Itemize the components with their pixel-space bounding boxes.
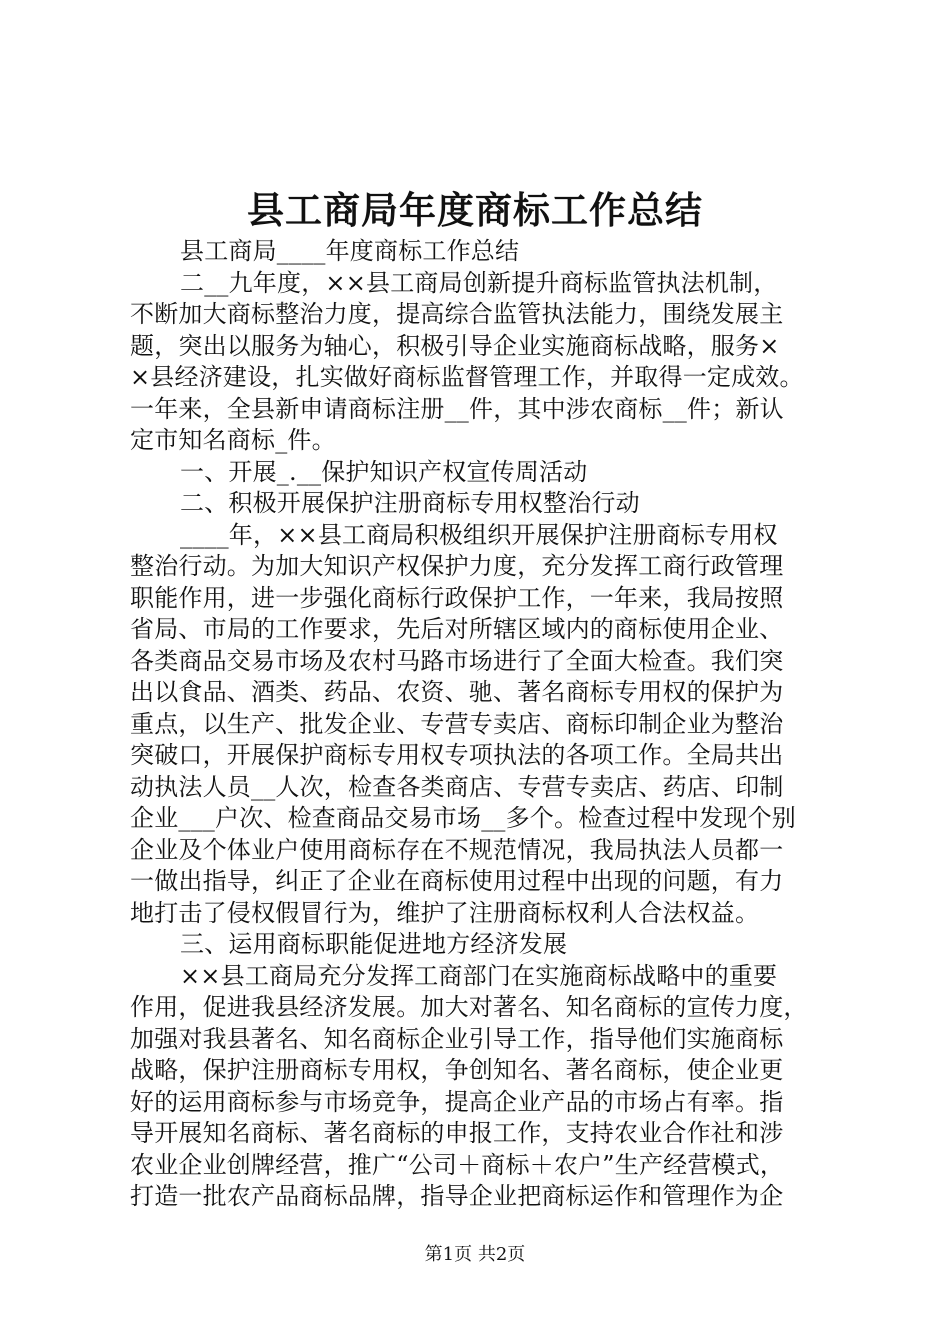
text-line: 二__九年度，××县工商局创新提升商标监管执法机制， bbox=[180, 268, 778, 297]
text-line: 整治行动。为加大知识产权保护力度，充分发挥工商行政管理 bbox=[130, 552, 784, 580]
text-line: 打造一批农产品商标品牌，指导企业把商标运作和管理作为企 bbox=[130, 1182, 784, 1210]
document-body bbox=[130, 236, 835, 1213]
text-line: 一年来，全县新申请商标注册__件，其中涉农商标__件；新认 bbox=[130, 394, 784, 423]
text-line: 三、运用商标职能促进地方经济发展 bbox=[180, 930, 568, 958]
text-line: 导开展知名商标、著名商标的申报工作，支持农业合作社和涉 bbox=[130, 1119, 784, 1147]
text-line: 加强对我县著名、知名商标企业引导工作，指导他们实施商标 bbox=[130, 1024, 784, 1053]
document-title: 县工商局年度商标工作总结 bbox=[247, 188, 703, 232]
text-line: 企业___户次、检查商品交易市场__多个。检查过程中发现个别 bbox=[130, 804, 796, 832]
text-line: 农业企业创牌经营，推广“公司＋商标＋农户”生产经营模式， bbox=[130, 1150, 785, 1179]
text-line: 职能作用，进一步强化商标行政保护工作，一年来，我局按照 bbox=[130, 583, 784, 612]
text-line: ××县工商局充分发挥工商部门在实施商标战略中的重要 bbox=[180, 961, 778, 990]
text-line: 不断加大商标整治力度，提高综合监管执法能力，围绕发展主 bbox=[130, 300, 784, 328]
text-line: 企业及个体业户使用商标存在不规范情况，我局执法人员都一 bbox=[130, 835, 784, 864]
text-line: ×县经济建设，扎实做好商标监督管理工作，并取得一定成效。 bbox=[130, 363, 804, 391]
text-line: 各类商品交易市场及农村马路市场进行了全面大检查。我们突 bbox=[130, 646, 784, 675]
text-line: 突破口，开展保护商标专用权专项执法的各项工作。全局共出 bbox=[130, 741, 784, 769]
text-line: 好的运用商标参与市场竞争，提高企业产品的市场占有率。指 bbox=[130, 1087, 784, 1116]
text-line: 地打击了侵权假冒行为，维护了注册商标权利人合法权益。 bbox=[130, 898, 760, 927]
text-line: 县工商局____年度商标工作总结 bbox=[180, 237, 520, 265]
text-line: 定市知名商标_件。 bbox=[130, 426, 336, 454]
text-line: 作用，促进我县经济发展。加大对著名、知名商标的宣传力度， bbox=[130, 993, 808, 1021]
text-line: 一做出指导，纠正了企业在商标使用过程中出现的问题，有力 bbox=[130, 867, 784, 895]
text-line: 题，突出以服务为轴心，积极引导企业实施商标战略，服务× bbox=[130, 331, 780, 360]
text-line: ____年，××县工商局积极组织开展保护注册商标专用权 bbox=[180, 520, 778, 549]
text-line: 一、开展_.__保护知识产权宣传周活动 bbox=[180, 457, 588, 486]
text-line: 省局、市局的工作要求，先后对所辖区域内的商标使用企业、 bbox=[130, 615, 784, 643]
page-footer: 第1页 共2页 bbox=[424, 1244, 526, 1265]
text-line: 重点，以生产、批发企业、专营专卖店、商标印制企业为整治 bbox=[130, 709, 784, 738]
text-line: 二、积极开展保护注册商标专用权整治行动 bbox=[180, 489, 640, 517]
text-line: 战略，保护注册商标专用权，争创知名、著名商标，使企业更 bbox=[130, 1056, 784, 1084]
text-line: 动执法人员__人次，检查各类商店、专营专卖店、药店、印制 bbox=[130, 772, 784, 801]
text-line: 出以食品、酒类、药品、农资、驰、著名商标专用权的保护为 bbox=[130, 678, 784, 706]
